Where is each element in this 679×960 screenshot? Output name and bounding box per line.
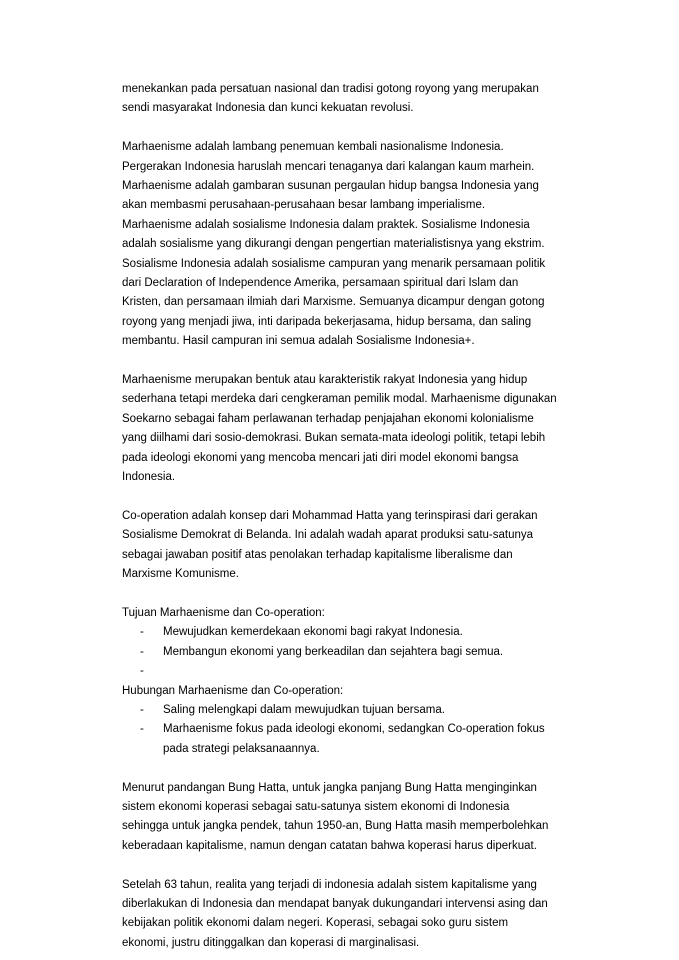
heading-tujuan: Tujuan Marhaenisme dan Co-operation: xyxy=(122,606,325,619)
paragraph-setelah-63-tahun: Setelah 63 tahun, realita yang terjadi di indonesia adalah sistem kapitalisme yang diberlakukan di Indonesia dan mendapat banyak dukungandari intervensi asing dan kebijakan politik ekonomi dalam negeri. Koperasi, sebagai soko guru sistem ekonomi, justru ditinggalkan dan koperasi di marginalisasi. xyxy=(122,878,548,949)
list-item xyxy=(122,720,557,759)
dash-bullet: - xyxy=(140,626,144,639)
list-item-text: Mewujudkan kemerdekaan ekonomi bagi rakyat Indonesia. xyxy=(163,626,463,639)
paragraph-intro-continuation: menekankan pada persatuan nasional dan tradisi gotong royong yang merupakan sendi masyarakat Indonesia dan kunci kekuatan revolusi. xyxy=(122,83,539,115)
list-item xyxy=(122,623,557,642)
paragraph-marhaenisme-definition: Marhaenisme adalah lambang penemuan kembali nasionalisme Indonesia. Pergerakan Indonesia haruslah mencari tenaganya dari kalangan kaum marhein. Marhaenisme adalah gambaran susunan pergaulan hidup bangsa Indonesia yang akan membasmi perusahaan-perusahaan besar lambang imperialisme. Marhaenisme adalah sosialisme Indonesia dalam praktek. Sosialisme Indonesia adalah sosialisme yang dikurangi dengan pengertian materialistisnya yang ekstrim. Sosialisme Indonesia adalah sosialisme campuran yang menarik persamaan politik dari Declaration of Independence Amerika, persamaan spiritual dari Islam dan Kristen, dan persamaan ilmiah dari Marxisme. Semuanya dicampur dengan gotong royong yang menjadi jiwa, inti daripada bekerjasama, hidup bersama, dan saling membantu. Hasil campuran ini semua adalah Sosialisme Indonesia+. xyxy=(122,141,546,348)
list-item-empty xyxy=(122,662,557,681)
list-item-text: Saling melengkapi dalam mewujudkan tujuan bersama. xyxy=(163,703,445,716)
dash-bullet: - xyxy=(140,665,144,678)
heading-hubungan: Hubungan Marhaenisme dan Co-operation: xyxy=(122,684,344,697)
paragraph-cooperation-concept: Co-operation adalah konsep dari Mohammad Hatta yang terinspirasi dari gerakan Sosialisme Demokrat di Belanda. Ini adalah wadah aparat produksi satu-satunya sebagai jawaban positif atas penolakan terhadap kapitalisme liberalisme dan Marxisme Komunisme. xyxy=(122,509,538,581)
list-item-text: Marhaenisme fokus pada ideologi ekonomi, sedangkan Co-operation fokus pada strategi pelaksanaannya. xyxy=(163,723,545,755)
dash-bullet: - xyxy=(140,723,144,736)
list-item-text: Membangun ekonomi yang berkeadilan dan sejahtera bagi semua. xyxy=(163,645,504,658)
dash-bullet: - xyxy=(140,645,144,658)
paragraph-bung-hatta-view: Menurut pandangan Bung Hatta, untuk jangka panjang Bung Hatta menginginkan sistem ekonomi koperasi sebagai satu-satunya sistem ekonomi di Indonesia sehingga untuk jangka pendek, tahun 1950-an, Bung Hatta masih memperbolehkan keberadaan kapitalisme, namun dengan catatan bahwa koperasi harus diperkuat. xyxy=(122,781,549,852)
list-item xyxy=(122,701,557,720)
list-hubungan xyxy=(122,701,557,759)
paragraph-marhaenisme-characteristic: Marhaenisme merupakan bentuk atau karakteristik rakyat Indonesia yang hidup sederhana tetapi merdeka dari cengkeraman pemilik modal. Marhaenisme digunakan Soekarno sebagai faham perlawanan terhadap penjajahan ekonomi kolonialisme yang diilhami dari sosio-demokrasi. Bukan semata-mata ideologi politik, tetapi lebih pada ideologi ekonomi yang mencoba mencari jati diri model ekonomi bangsa Indonesia. xyxy=(122,374,557,484)
list-item xyxy=(122,643,557,662)
list-tujuan xyxy=(122,623,557,681)
dash-bullet: - xyxy=(140,703,144,716)
